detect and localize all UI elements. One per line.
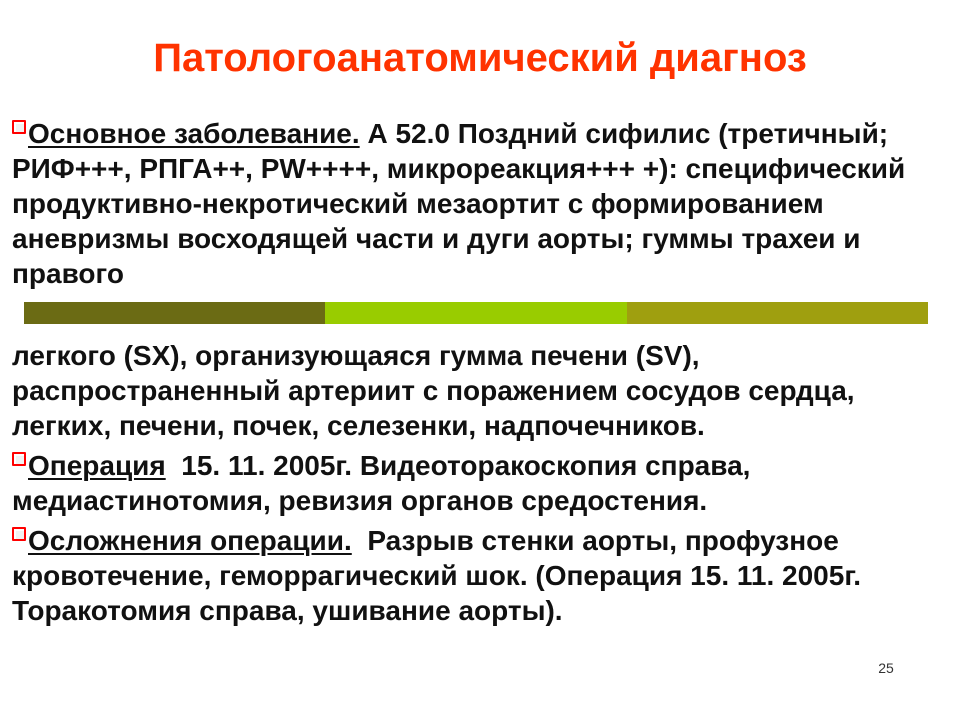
main-disease-paragraph xyxy=(12,116,950,291)
complications-paragraph xyxy=(12,523,950,628)
divider-segment xyxy=(627,302,928,324)
square-bullet-icon xyxy=(12,120,26,134)
complications-label: Осложнения операции. xyxy=(28,525,352,556)
main-disease-text-top: А 52.0 Поздний сифилис (третичный; РИФ+++, РПГА++, PW++++, микрореакция+++ +): специфический продуктивно-некротический мезаортит с формированием аневризмы восходящей части и дуги аорты; гуммы трахеи и правого xyxy=(12,118,906,289)
square-bullet-icon xyxy=(12,527,26,541)
square-bullet-icon xyxy=(12,452,26,466)
page-number: 25 xyxy=(878,660,894,676)
divider-segment xyxy=(325,302,626,324)
divider-bar xyxy=(24,302,928,324)
main-disease-block-top xyxy=(12,116,950,291)
divider-segment xyxy=(24,302,325,324)
operation-paragraph xyxy=(12,448,950,518)
complications-text: Разрыв стенки аорты, профузное кровотечение, геморрагический шок. (Операция 15. 11. 2005г. Торакотомия справа, ушивание аорты). xyxy=(12,525,861,626)
operation-text: 15. 11. 2005г. Видеоторакоскопия справа, медиастинотомия, ревизия органов средостения. xyxy=(12,450,751,516)
slide-title: Патологоанатомический диагноз xyxy=(153,36,807,80)
operation-label: Операция xyxy=(28,450,166,481)
main-disease-continuation: легкого (SX), организующаяся гумма печени (SV), распространенный артериит с поражением сосудов сердца, легких, печени, почек, селезенки, надпочечников. xyxy=(12,340,855,441)
main-text-block-bottom xyxy=(12,338,950,628)
main-disease-label: Основное заболевание. xyxy=(28,118,360,149)
